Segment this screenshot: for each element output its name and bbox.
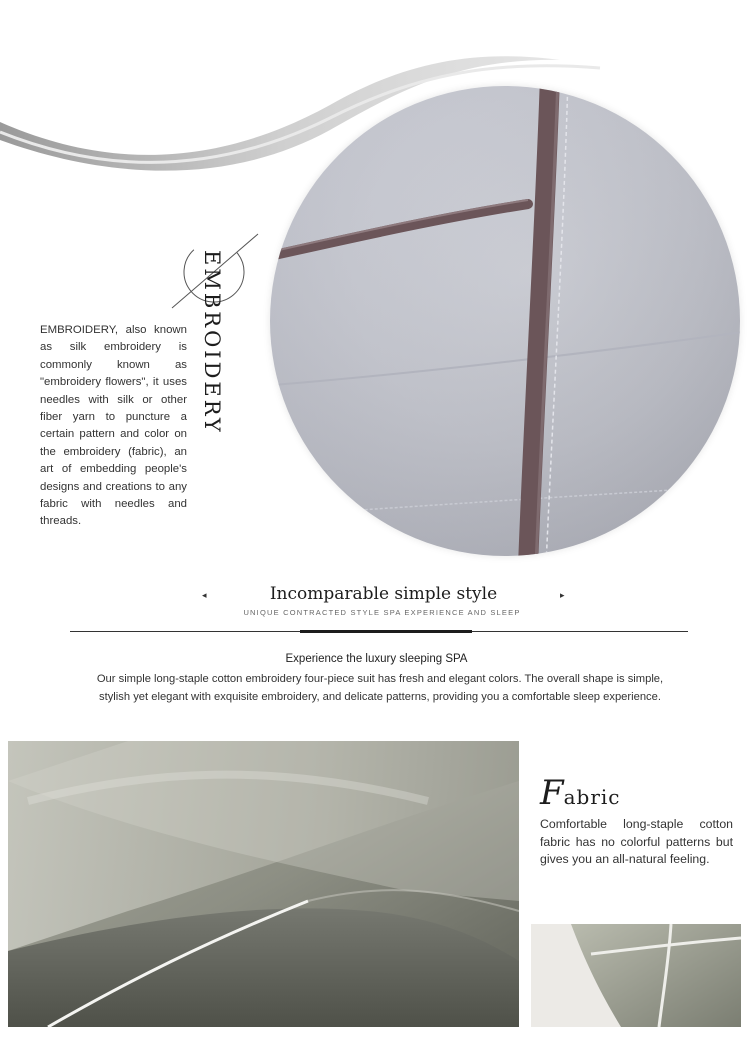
- embroidery-closeup-photo: [270, 86, 740, 556]
- fabric-heading-rest: abric: [563, 785, 621, 809]
- section-title: Incomparable simple style: [269, 584, 498, 604]
- embroidery-heading: EMBROIDERY: [200, 250, 224, 435]
- arrow-right-icon: ▸: [560, 590, 565, 600]
- fabric-heading-initial: F: [540, 773, 564, 813]
- fabric-corner-photo: [531, 924, 741, 1027]
- divider-accent: [300, 630, 472, 633]
- fabric-heading: [540, 773, 620, 813]
- spa-title: Experience the luxury sleeping SPA: [285, 653, 468, 665]
- section-subtitle: UNIQUE CONTRACTED STYLE SPA EXPERIENCE AND SLEEP: [243, 608, 521, 617]
- fabric-folds-photo: [8, 741, 519, 1027]
- arrow-left-icon: ◂: [202, 590, 207, 600]
- embroidery-description: EMBROIDERY, also known as silk embroidery is commonly known as "embroidery flowers", it uses needles with silk or other fiber yarn to puncture a certain pattern and color on the embroidery (fabric), an art of embedding people's designs and creations to any fabric with needles and threads.: [40, 324, 187, 528]
- spa-description: Our simple long-staple cotton embroidery four-piece suit has fresh and elegant colors. The overall shape is simple, stylish yet elegant with exquisite embroidery, and delicate patterns, providing you a comfortable sleep experience.: [96, 673, 664, 703]
- fabric-description: Comfortable long-staple cotton fabric has no colorful patterns but gives you an all-natural feeling.: [540, 817, 733, 866]
